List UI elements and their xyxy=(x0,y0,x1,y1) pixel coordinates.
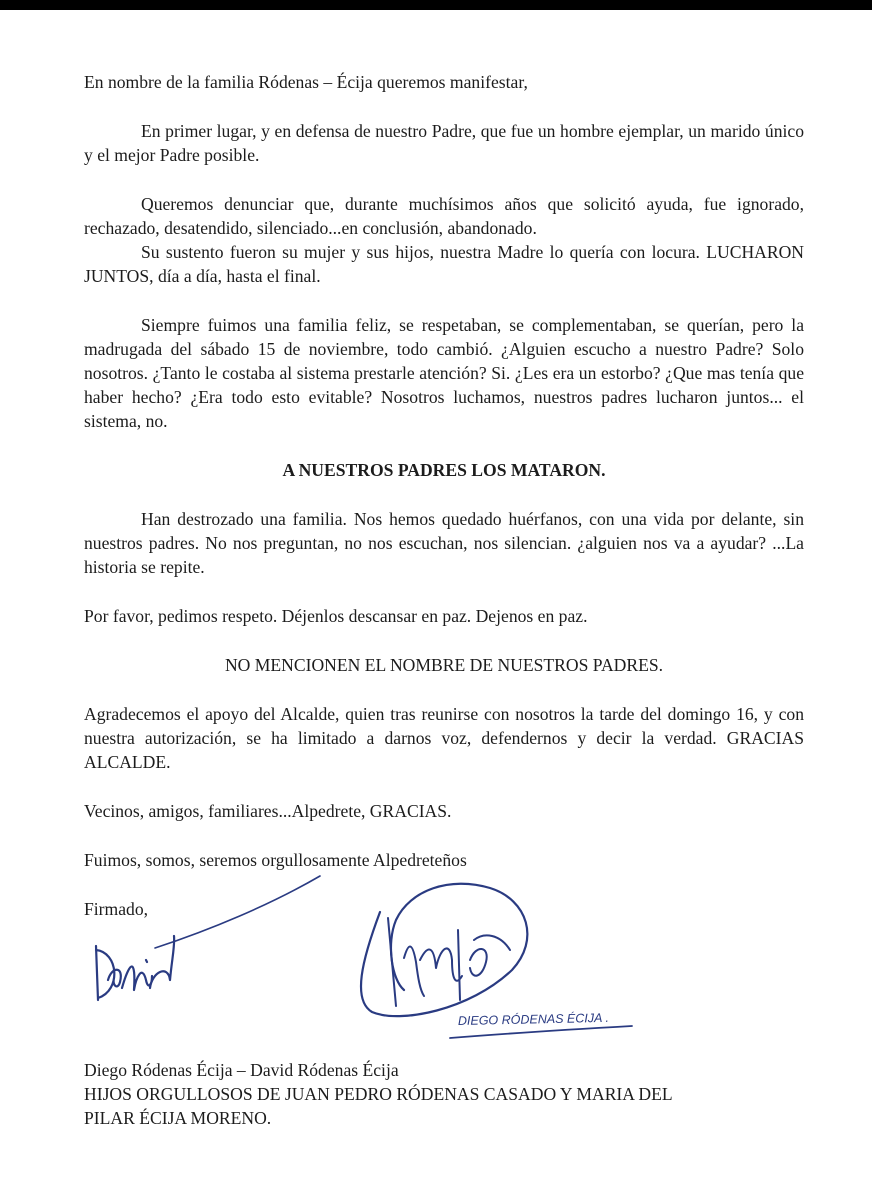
signature-caption: DIEGO RÓDENAS ÉCIJA . xyxy=(457,1010,609,1028)
signature-david xyxy=(96,936,174,1000)
paragraph-support: Su sustento fueron su mujer y sus hijos, nuestra Madre lo quería con locura. LUCHARON JUNTOS, día a día, hasta el final. xyxy=(84,242,804,286)
heading-killed: A NUESTROS PADRES LOS MATARON. xyxy=(282,460,606,480)
letter-body xyxy=(84,70,804,921)
signed-label: Firmado, xyxy=(84,899,149,919)
top-edge-bar xyxy=(0,0,872,10)
footer-line-3: PILAR ÉCIJA MORENO. xyxy=(84,1108,272,1128)
paragraph-family: Siempre fuimos una familia feliz, se respetaban, se complementaban, se querían, pero la madrugada del sábado 15 de noviembre, todo cambió. ¿Alguien escucho a nuestro Padre? Solo nosotros. ¿Tanto le costaba al sistema prestarle atención? Si. ¿Les era un estorbo? ¿Que mas tenía que haber hecho? ¿Era todo esto evitable? Nosotros luchamos, nuestros padres lucharon juntos... el sistema, no. xyxy=(84,315,804,431)
footer-names: Diego Ródenas Écija – David Ródenas Écija xyxy=(84,1060,399,1080)
footer-line-2: HIJOS ORGULLOSOS DE JUAN PEDRO RÓDENAS CASADO Y MARIA DEL xyxy=(84,1084,673,1104)
signature-diego-letters xyxy=(388,918,510,1006)
paragraph-orphans: Han destrozado una familia. Nos hemos quedado huérfanos, con una vida por delante, sin nuestros padres. No nos preguntan, no nos escuchan, nos silencian. ¿alguien nos va a ayudar? ...La historia se repite. xyxy=(84,509,804,577)
paragraph-proud: Fuimos, somos, seremos orgullosamente Alpedreteños xyxy=(84,850,467,870)
paragraph-denounce: Queremos denunciar que, durante muchísimos años que solicitó ayuda, fue ignorado, rechazado, desatendido, silenciado...en conclusión, abandonado. xyxy=(84,194,804,238)
paragraph-mayor: Agradecemos el apoyo del Alcalde, quien tras reunirse con nosotros la tarde del domingo 16, y con nuestra autorización, se ha limitado a darnos voz, defendernos y decir la verdad. GRACIAS ALCALDE. xyxy=(84,704,804,772)
footer-block xyxy=(84,1058,824,1130)
paragraph-respect: Por favor, pedimos respeto. Déjenlos descansar en paz. Dejenos en paz. xyxy=(84,606,588,626)
heading-names: NO MENCIONEN EL NOMBRE DE NUESTROS PADRES. xyxy=(224,655,664,675)
greeting: En nombre de la familia Ródenas – Écija queremos manifestar, xyxy=(84,72,528,92)
signature-diego-underline xyxy=(450,1026,632,1038)
paragraph-thanks: Vecinos, amigos, familiares...Alpedrete, GRACIAS. xyxy=(84,801,452,821)
paragraph-father: En primer lugar, y en defensa de nuestro Padre, que fue un hombre ejemplar, un marido único y el mejor Padre posible. xyxy=(84,121,804,165)
